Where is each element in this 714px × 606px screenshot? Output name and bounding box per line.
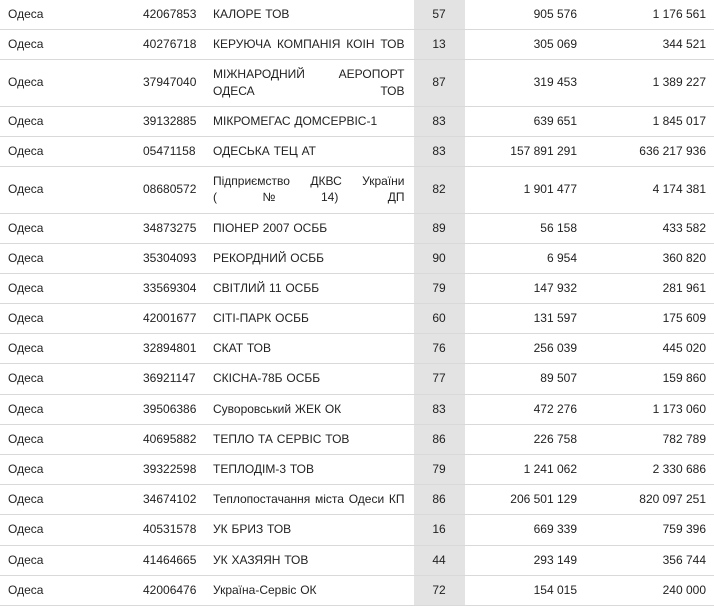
cell-code: 08680572 <box>135 167 205 213</box>
cell-value1: 472 276 <box>465 394 585 424</box>
cell-code: 35304093 <box>135 243 205 273</box>
cell-region: Одеса <box>0 273 135 303</box>
cell-region: Одеса <box>0 424 135 454</box>
cell-name: КЕРУЮЧА КОМПАНІЯ КОІН ТОВ <box>205 30 413 60</box>
cell-code: 41464665 <box>135 545 205 575</box>
cell-value1: 669 339 <box>465 515 585 545</box>
cell-code: 34873275 <box>135 213 205 243</box>
cell-value1: 6 954 <box>465 243 585 273</box>
cell-name: УК ХАЗЯЯН ТОВ <box>205 545 413 575</box>
cell-region: Одеса <box>0 136 135 166</box>
cell-score: 79 <box>413 273 465 303</box>
cell-value1: 131 597 <box>465 304 585 334</box>
cell-code: 05471158 <box>135 136 205 166</box>
cell-name: Суворовський ЖЕК ОК <box>205 394 413 424</box>
cell-region: Одеса <box>0 243 135 273</box>
table-row[interactable] <box>0 545 714 575</box>
cell-value1: 305 069 <box>465 30 585 60</box>
cell-name: ПІОНЕР 2007 ОСББ <box>205 213 413 243</box>
cell-region: Одеса <box>0 485 135 515</box>
cell-score: 87 <box>413 60 465 106</box>
cell-region: Одеса <box>0 575 135 605</box>
cell-value2: 356 744 <box>585 545 714 575</box>
cell-score: 77 <box>413 364 465 394</box>
cell-value1: 56 158 <box>465 213 585 243</box>
cell-value1: 293 149 <box>465 545 585 575</box>
table-row[interactable] <box>0 515 714 545</box>
cell-region: Одеса <box>0 304 135 334</box>
cell-value2: 445 020 <box>585 334 714 364</box>
cell-score: 44 <box>413 545 465 575</box>
cell-value2: 782 789 <box>585 424 714 454</box>
cell-value1: 226 758 <box>465 424 585 454</box>
cell-code: 42006476 <box>135 575 205 605</box>
cell-score: 72 <box>413 575 465 605</box>
cell-region: Одеса <box>0 364 135 394</box>
cell-name: Теплопостачання міста Одеси КП <box>205 485 413 515</box>
cell-code: 39132885 <box>135 106 205 136</box>
cell-score: 16 <box>413 515 465 545</box>
cell-region: Одеса <box>0 60 135 106</box>
cell-score: 86 <box>413 485 465 515</box>
cell-value2: 1 845 017 <box>585 106 714 136</box>
cell-region: Одеса <box>0 0 135 30</box>
cell-name: ТЕПЛОДІМ-3 ТОВ <box>205 455 413 485</box>
table-row[interactable] <box>0 243 714 273</box>
cell-value1: 905 576 <box>465 0 585 30</box>
cell-region: Одеса <box>0 545 135 575</box>
cell-region: Одеса <box>0 515 135 545</box>
cell-score: 83 <box>413 106 465 136</box>
cell-name: СКАТ ТОВ <box>205 334 413 364</box>
table-row[interactable] <box>0 136 714 166</box>
cell-value2: 175 609 <box>585 304 714 334</box>
cell-score: 89 <box>413 213 465 243</box>
cell-score: 57 <box>413 0 465 30</box>
cell-name: СКІСНА-78Б ОСББ <box>205 364 413 394</box>
cell-score: 82 <box>413 167 465 213</box>
cell-code: 32894801 <box>135 334 205 364</box>
cell-value2: 636 217 936 <box>585 136 714 166</box>
table-row[interactable] <box>0 273 714 303</box>
cell-region: Одеса <box>0 30 135 60</box>
cell-name: ОДЕСЬКА ТЕЦ АТ <box>205 136 413 166</box>
cell-score: 90 <box>413 243 465 273</box>
cell-code: 33569304 <box>135 273 205 303</box>
cell-score: 83 <box>413 136 465 166</box>
table-row[interactable] <box>0 364 714 394</box>
cell-name: РЕКОРДНИЙ ОСББ <box>205 243 413 273</box>
cell-name: Підприємство ДКВС України (№14) ДП <box>205 167 413 213</box>
cell-name: СВІТЛИЙ 11 ОСББ <box>205 273 413 303</box>
table-row[interactable] <box>0 455 714 485</box>
cell-value2: 344 521 <box>585 30 714 60</box>
cell-name: ТЕПЛО ТА СЕРВІС ТОВ <box>205 424 413 454</box>
cell-value2: 360 820 <box>585 243 714 273</box>
table-row[interactable] <box>0 60 714 106</box>
table-row[interactable] <box>0 485 714 515</box>
cell-region: Одеса <box>0 106 135 136</box>
cell-value1: 89 507 <box>465 364 585 394</box>
table-row[interactable] <box>0 30 714 60</box>
cell-score: 60 <box>413 304 465 334</box>
table-row[interactable] <box>0 575 714 605</box>
cell-value1: 157 891 291 <box>465 136 585 166</box>
cell-region: Одеса <box>0 213 135 243</box>
cell-score: 83 <box>413 394 465 424</box>
cell-name: УК БРИЗ ТОВ <box>205 515 413 545</box>
cell-score: 86 <box>413 424 465 454</box>
cell-value1: 1 901 477 <box>465 167 585 213</box>
cell-name: КАЛОРЕ ТОВ <box>205 0 413 30</box>
cell-value2: 4 174 381 <box>585 167 714 213</box>
cell-value1: 206 501 129 <box>465 485 585 515</box>
cell-code: 37947040 <box>135 60 205 106</box>
cell-region: Одеса <box>0 455 135 485</box>
cell-code: 40695882 <box>135 424 205 454</box>
cell-value1: 319 453 <box>465 60 585 106</box>
cell-value2: 2 330 686 <box>585 455 714 485</box>
table-row[interactable] <box>0 167 714 213</box>
cell-value2: 1 173 060 <box>585 394 714 424</box>
cell-value1: 1 241 062 <box>465 455 585 485</box>
table-row[interactable] <box>0 394 714 424</box>
cell-name: Україна-Сервіс ОК <box>205 575 413 605</box>
cell-value1: 639 651 <box>465 106 585 136</box>
cell-value2: 1 176 561 <box>585 0 714 30</box>
cell-name: СІТІ-ПАРК ОСББ <box>205 304 413 334</box>
cell-score: 76 <box>413 334 465 364</box>
cell-score: 13 <box>413 30 465 60</box>
cell-value2: 281 961 <box>585 273 714 303</box>
table-row[interactable] <box>0 106 714 136</box>
cell-code: 34674102 <box>135 485 205 515</box>
cell-region: Одеса <box>0 167 135 213</box>
cell-code: 40276718 <box>135 30 205 60</box>
cell-value2: 820 097 251 <box>585 485 714 515</box>
cell-value2: 433 582 <box>585 213 714 243</box>
cell-code: 39322598 <box>135 455 205 485</box>
cell-code: 36921147 <box>135 364 205 394</box>
table-row[interactable] <box>0 213 714 243</box>
cell-value1: 154 015 <box>465 575 585 605</box>
cell-value2: 1 389 227 <box>585 60 714 106</box>
cell-region: Одеса <box>0 334 135 364</box>
table-row[interactable] <box>0 304 714 334</box>
cell-score: 79 <box>413 455 465 485</box>
cell-region: Одеса <box>0 394 135 424</box>
table-row[interactable] <box>0 334 714 364</box>
cell-value2: 240 000 <box>585 575 714 605</box>
cell-code: 42067853 <box>135 0 205 30</box>
cell-value1: 147 932 <box>465 273 585 303</box>
cell-value2: 159 860 <box>585 364 714 394</box>
cell-name: МІКРОМЕГАС ДОМСЕРВІС-1 <box>205 106 413 136</box>
table-row[interactable] <box>0 424 714 454</box>
cell-name: МІЖНАРОДНИЙ АЕРОПОРТ ОДЕСА ТОВ <box>205 60 413 106</box>
cell-value2: 759 396 <box>585 515 714 545</box>
cell-value1: 256 039 <box>465 334 585 364</box>
cell-code: 42001677 <box>135 304 205 334</box>
table-row[interactable] <box>0 0 714 30</box>
cell-code: 40531578 <box>135 515 205 545</box>
cell-code: 39506386 <box>135 394 205 424</box>
